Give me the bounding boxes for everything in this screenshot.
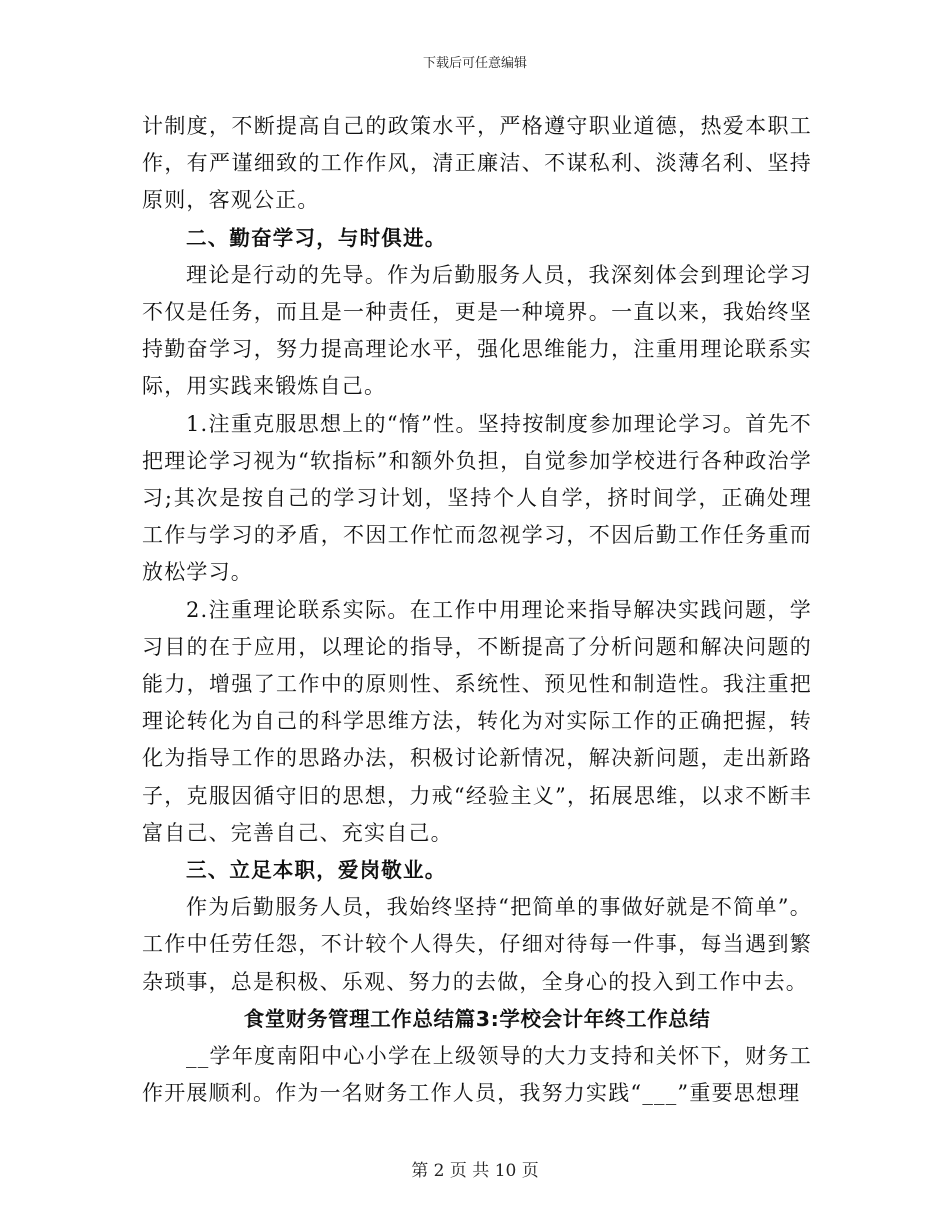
page-header: 下载后可任意编辑 — [422, 56, 527, 71]
paragraph: __学年度南阳中心小学在上级领导的大力支持和关怀下，财务工作开展顺利。作为一名财务工作人员，我努力实践“___”重要思想理 — [142, 1044, 812, 1106]
paragraph: 理论是行动的先导。作为后勤服务人员，我深刻体会到理论学习不仅是任务，而且是一种责任，更是一种境界。一直以来，我始终坚持勤奋学习，努力提高理论水平，强化思维能力，注重用理论联系实际，用实践来锻炼自己。 — [142, 262, 812, 399]
paragraph-item-1: 1.注重克服思想上的“惰”性。坚持按制度参加理论学习。首先不把理论学习视为“软指标”和额外负担，自觉参加学校进行各种政治学习;其次是按自己的学习计划，坚持个人自学，挤时间学，正确处理工作与学习的矛盾，不因工作忙而忽视学习，不因后勤工作任务重而放松学习。 — [142, 411, 812, 585]
section-heading-3: 三、立足本职，爱岗敬业。 — [186, 858, 447, 883]
paragraph-item-2: 2.注重理论联系实际。在工作中用理论来指导解决实践问题，学习目的在于应用，以理论的指导，不断提高了分析问题和解决问题的能力，增强了工作中的原则性、系统性、预见性和制造性。我注重把理论转化为自己的科学思维方法，转化为对实际工作的正确把握，转化为指导工作的思路办法，积极讨论新情况，解决新问题，走出新路子，克服因循守旧的思想，力戒“经验主义”，拓展思维，以求不断丰富自己、完善自己、充实自己。 — [142, 597, 812, 845]
paragraph-continuation: 计制度，不断提高自己的政策水平，严格遵守职业道德，热爱本职工作，有严谨细致的工作作风，清正廉洁、不谋私利、淡薄名利、坚持原则，客观公正。 — [142, 114, 812, 213]
document-body — [142, 108, 812, 1112]
article-title: 食堂财务管理工作总结篇3:学校会计年终工作总结 — [243, 1006, 711, 1031]
paragraph: 作为后勤服务人员，我始终坚持“把简单的事做好就是不简单”。工作中任劳任怨，不计较个人得失，仔细对待每一件事，每当遇到繁杂琐事，总是积极、乐观、努力的去做，全身心的投入到工作中去。 — [142, 895, 812, 994]
section-heading-2: 二、勤奋学习，与时俱进。 — [186, 225, 447, 250]
page-footer: 第 2 页 共 10 页 — [411, 1161, 539, 1181]
